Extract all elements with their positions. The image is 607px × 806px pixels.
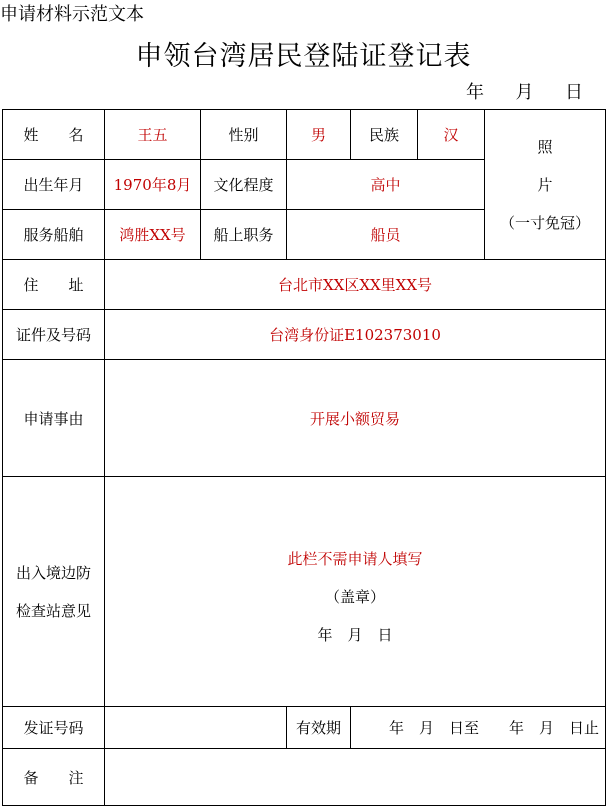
position-value[interactable]: 船员: [287, 210, 485, 260]
validity-value[interactable]: 年 月 日至 年 月 日止: [351, 707, 606, 749]
header-date: [466, 78, 583, 104]
id-doc-label: 证件及号码: [3, 310, 105, 360]
address-label: 住 址: [3, 260, 105, 310]
remarks-value[interactable]: [105, 749, 606, 806]
ethnicity-value[interactable]: 汉: [418, 110, 485, 160]
remarks-label: 备 注: [3, 749, 105, 806]
gender-label: 性别: [201, 110, 287, 160]
reason-label: 申请事由: [3, 360, 105, 477]
inspection-date: 年 月 日: [317, 625, 393, 644]
photo-box[interactable]: [485, 110, 606, 260]
permit-no-label: 发证号码: [3, 707, 105, 749]
header-date-month: 月: [515, 82, 534, 103]
gender-value[interactable]: 男: [287, 110, 351, 160]
id-doc-value[interactable]: 台湾身份证E102373010: [105, 310, 606, 360]
validity-label: 有效期: [287, 707, 351, 749]
reason-value[interactable]: 开展小额贸易: [105, 360, 606, 477]
education-value[interactable]: 高中: [287, 160, 485, 210]
permit-no-value[interactable]: [105, 707, 287, 749]
position-label: 船上职务: [201, 210, 287, 260]
inspection-label: [3, 477, 105, 707]
registration-form: [2, 109, 606, 806]
inspection-content[interactable]: [105, 477, 606, 707]
birth-value[interactable]: 1970年8月: [105, 160, 201, 210]
header-date-year: 年: [466, 82, 484, 103]
ship-value[interactable]: 鸿胜XX号: [105, 210, 201, 260]
doc-label: 申请材料示范文本: [0, 4, 144, 25]
inspection-label-2: 检查站意见: [15, 601, 91, 620]
header-date-day: 日: [564, 82, 583, 103]
photo-label-2: 片: [537, 175, 553, 194]
inspection-seal: （盖章）: [325, 587, 386, 606]
photo-label-1: 照: [537, 137, 553, 156]
inspection-label-1: 出入境边防: [15, 563, 91, 582]
ethnicity-label: 民族: [351, 110, 418, 160]
birth-label: 出生年月: [3, 160, 105, 210]
inspection-note: 此栏不需申请人填写: [287, 549, 423, 568]
name-label: 姓 名: [3, 110, 105, 160]
ship-label: 服务船舶: [3, 210, 105, 260]
photo-label-3: （一寸免冠）: [500, 213, 591, 232]
name-value[interactable]: 王五: [105, 110, 201, 160]
page-title: 申领台湾居民登陆证登记表: [135, 41, 472, 72]
address-value[interactable]: 台北市XX区XX里XX号: [105, 260, 606, 310]
education-label: 文化程度: [201, 160, 287, 210]
